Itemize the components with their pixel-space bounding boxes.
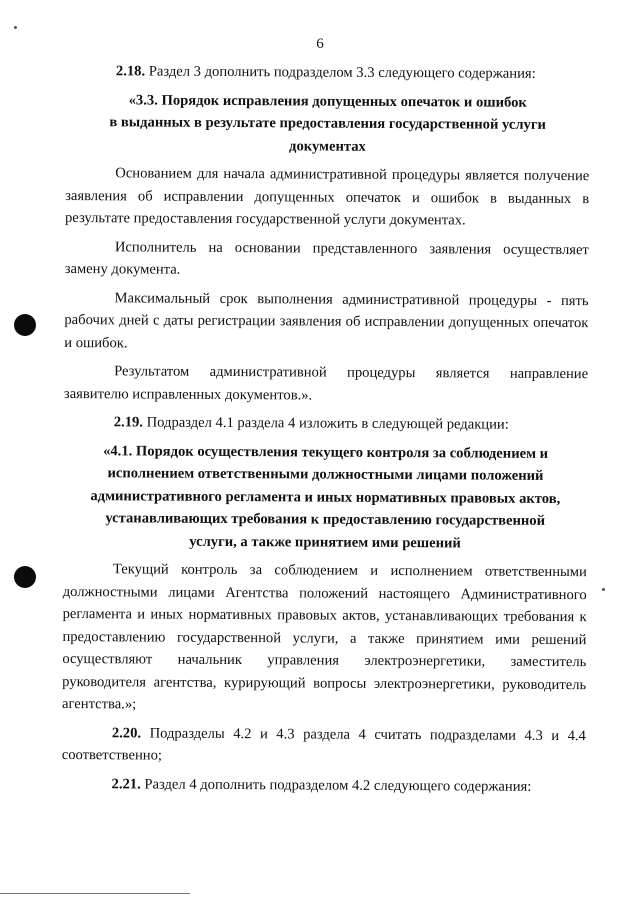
document-body	[61, 60, 590, 804]
clause-2-19	[64, 411, 588, 437]
heading-line: устанавливающих требования к предоставлению государственной	[105, 510, 546, 529]
paragraph: Результатом административной процедуры является направление заявителю исправленных документов.».	[63, 363, 589, 404]
binder-hole	[14, 314, 36, 336]
clause-2-18	[66, 60, 590, 86]
heading-line: «3.3. Порядок исправления допущенных опечаток и ошибок	[128, 91, 527, 111]
clause-text: Подразделы 4.2 и 4.3 раздела 4 считать подразделами 4.3 и 4.4 соответственно;	[61, 724, 586, 764]
clause-number: 2.18.	[115, 63, 146, 80]
heading-line: исполнением ответственными должностными лицами положений	[107, 465, 544, 484]
paragraph: Текущий контроль за соблюдением и исполнением ответственными должностными лицами Агентства положений настоящего Административного регламента и иных нормативных правовых актов, устанавливающих требования к предоставлению государственной услуги, а также принятием ими решений осуществляют начальник управления электроэнергетики, заместитель руководителя агентства, курирующий вопросы электроэнергетики, руководитель агентства.»;	[62, 561, 587, 713]
paragraph: Основанием для начала административной процедуры является получение заявления об исправлении допущенных опечаток и ошибок в выданных в результате предоставления государственной услуги документах.	[64, 165, 590, 229]
heading-3-3	[65, 88, 589, 159]
clause-2-21	[62, 772, 586, 798]
scan-speck	[14, 26, 17, 29]
clause-number: 2.21.	[111, 775, 141, 792]
scan-speck	[602, 588, 605, 591]
heading-line: в выданных в результате предоставления государственной услуги	[109, 114, 546, 133]
clause-number: 2.20.	[111, 724, 142, 741]
heading-4-1	[63, 439, 588, 555]
heading-line: услуги, а также принятием ими решений	[189, 533, 461, 551]
binder-hole	[14, 566, 36, 588]
clause-text: Подраздел 4.1 раздела 4 изложить в следующей редакции:	[142, 414, 509, 433]
heading-line: административного регламента и иных нормативных правовых актов,	[90, 487, 561, 507]
heading-line: документах	[289, 137, 366, 155]
paragraph: Исполнитель на основании представленного заявления осуществляет замену документа.	[64, 238, 589, 278]
scan-edge-line	[0, 893, 190, 894]
clause-text: Раздел 3 дополнить подразделом 3.3 следующего содержания:	[145, 63, 536, 82]
clause-text: Раздел 4 дополнить подразделом 4.2 следующего содержания:	[140, 775, 532, 795]
clause-2-20	[62, 721, 586, 769]
paragraph: Максимальный срок выполнения административной процедуры - пять рабочих дней с даты регистрации заявления об исправлении допущенных опечаток и ошибок.	[64, 289, 589, 351]
heading-line: «4.1. Порядок осуществления текущего контроля за соблюдением и	[103, 442, 549, 462]
clause-number: 2.19.	[113, 414, 144, 431]
page-number: 6	[316, 36, 324, 52]
